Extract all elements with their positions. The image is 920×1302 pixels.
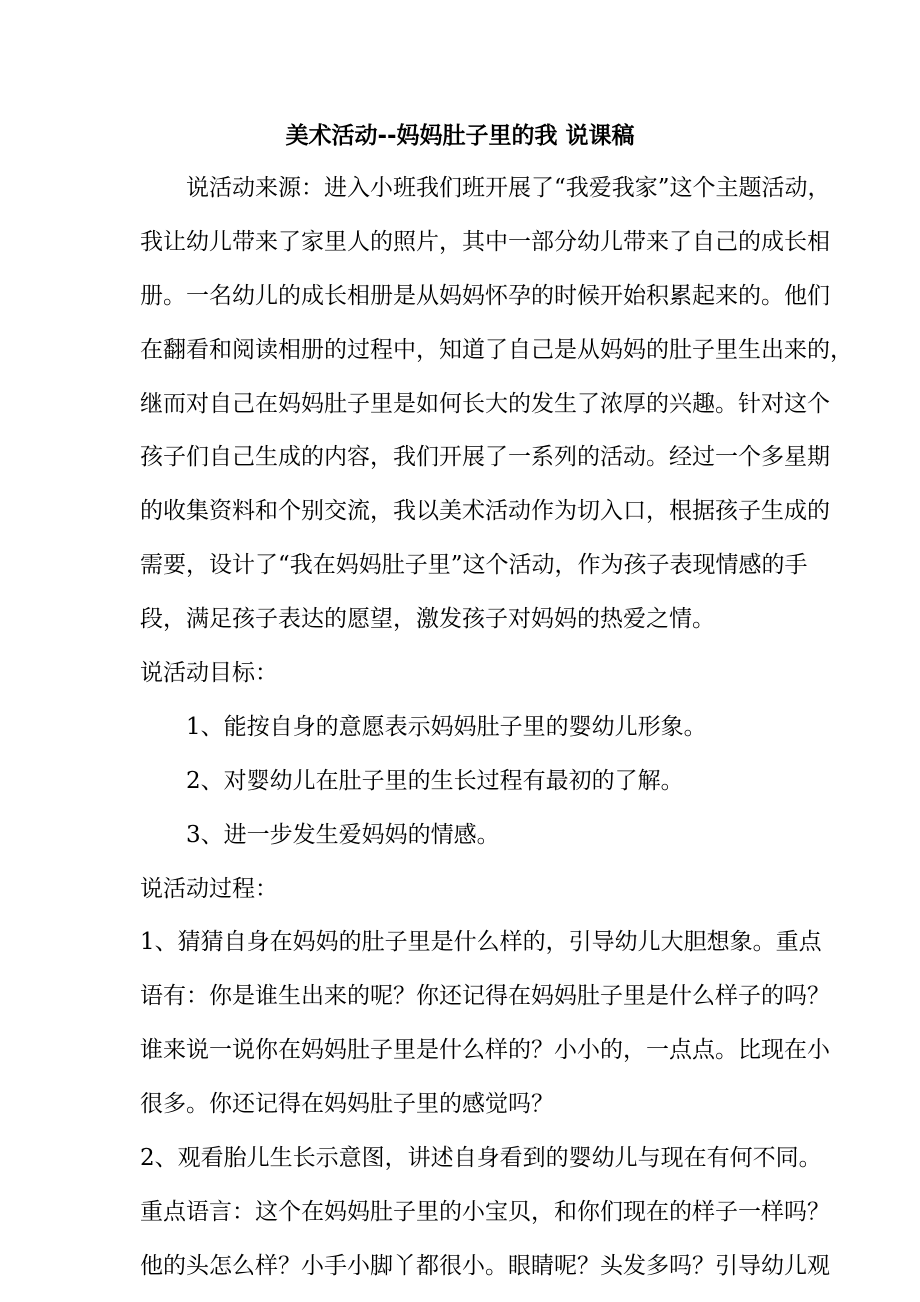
intro-line: 段，满足孩子表达的愿望，激发孩子对妈妈的热爱之情。 — [140, 606, 715, 633]
process-line: 重点语言：这个在妈妈肚子里的小宝贝，和你们现在的样子一样吗？ — [140, 1198, 830, 1225]
goal-item: 1、能按自身的意愿表示妈妈肚子里的婴幼儿形象。 — [186, 713, 707, 740]
intro-line: 册。一名幼儿的成长相册是从妈妈怀孕的时候开始积累起来的。他们 — [140, 282, 830, 309]
process-line: 他的头怎么样？小手小脚丫都很小。眼睛呢？头发多吗？引导幼儿观 — [140, 1252, 830, 1279]
goals-heading: 说活动目标： — [140, 660, 278, 687]
process-line: 谁来说一说你在妈妈肚子里是什么样的？小小的，一点点。比现在小 — [140, 1037, 830, 1064]
intro-line: 说活动来源：进入小班我们班开展了“我爱我家”这个主题活动， — [186, 175, 831, 201]
document-title: 美术活动--妈妈肚子里的我 说课稿 — [285, 123, 635, 149]
process-line: 1、猜猜自身在妈妈的肚子里是什么样的，引导幼儿大胆想象。重点 — [140, 929, 822, 956]
intro-line: 我让幼儿带来了家里人的照片，其中一部分幼儿带来了自己的成长相 — [140, 228, 830, 255]
intro-line: 在翻看和阅读相册的过程中，知道了自己是从妈妈的肚子里生出来的， — [140, 336, 853, 363]
process-line: 很多。你还记得在妈妈肚子里的感觉吗？ — [140, 1091, 554, 1118]
process-line: 2、观看胎儿生长示意图，讲述自身看到的婴幼儿与现在有何不同。 — [140, 1145, 822, 1172]
goal-item: 3、进一步发生爱妈妈的情感。 — [186, 821, 500, 848]
process-heading: 说活动过程： — [140, 875, 278, 902]
intro-line: 继而对自己在妈妈肚子里是如何长大的发生了浓厚的兴趣。针对这个 — [140, 390, 830, 417]
process-line: 语有：你是谁生出来的呢？你还记得在妈妈肚子里是什么样子的吗？ — [140, 983, 830, 1010]
document-body — [140, 162, 853, 1294]
intro-line: 的收集资料和个别交流，我以美术活动作为切入口，根据孩子生成的 — [140, 498, 830, 525]
intro-line: 需要，设计了“我在妈妈肚子里”这个活动，作为孩子表现情感的手 — [140, 552, 808, 579]
goal-item: 2、对婴幼儿在肚子里的生长过程有最初的了解。 — [186, 767, 684, 794]
intro-line: 孩子们自己生成的内容，我们开展了一系列的活动。经过一个多星期 — [140, 444, 830, 471]
